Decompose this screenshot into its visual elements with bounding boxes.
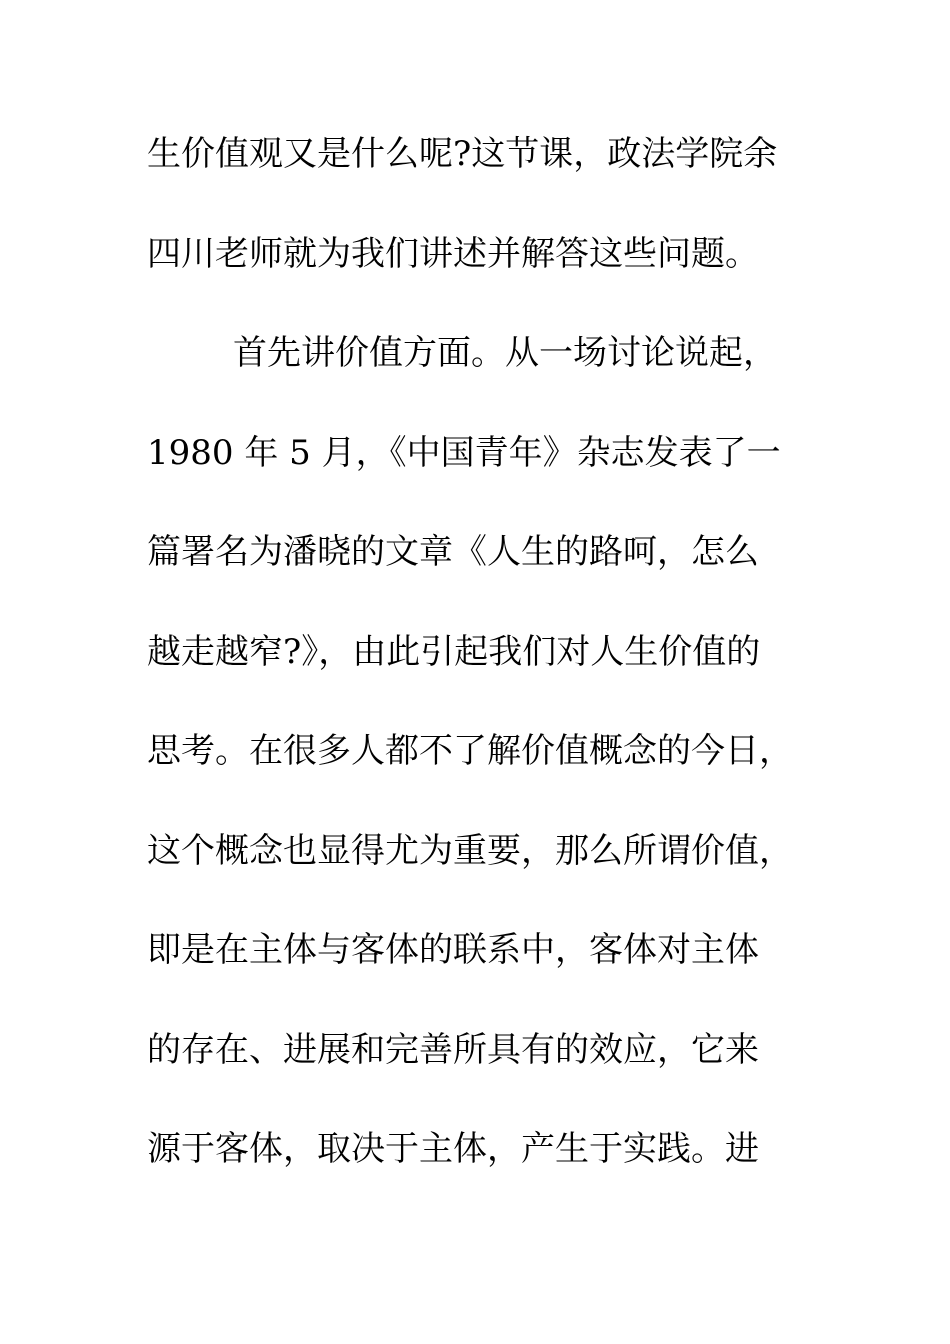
text-line: 篇署名为潘晓的文章《人生的路呵，怎么 (147, 532, 759, 572)
paragraph-first-line: 首先讲价值方面。从一场讨论说起， (233, 333, 777, 373)
text-line: 这个概念也显得尤为重要，那么所谓价值， (147, 830, 793, 871)
text-line: 源于客体，取决于主体，产生于实践。进 (147, 1129, 759, 1169)
text-line: 1980 年 5 月，《中国青年》杂志发表了一 (147, 432, 781, 473)
text-line: 的存在、进展和完善所具有的效应，它来 (147, 1029, 759, 1070)
body-text (147, 122, 807, 1217)
text-line: 越走越窄?》，由此引起我们对人生价值的 (147, 631, 761, 672)
text-line: 即是在主体与客体的联系中，客体对主体 (147, 930, 759, 970)
text-line: 四川老师就为我们讲述并解答这些问题。 (147, 233, 759, 274)
text-line: 思考。在很多人都不了解价值概念的今日， (147, 731, 793, 771)
text-line: 生价值观又是什么呢?这节课，政法学院余 (147, 134, 778, 174)
